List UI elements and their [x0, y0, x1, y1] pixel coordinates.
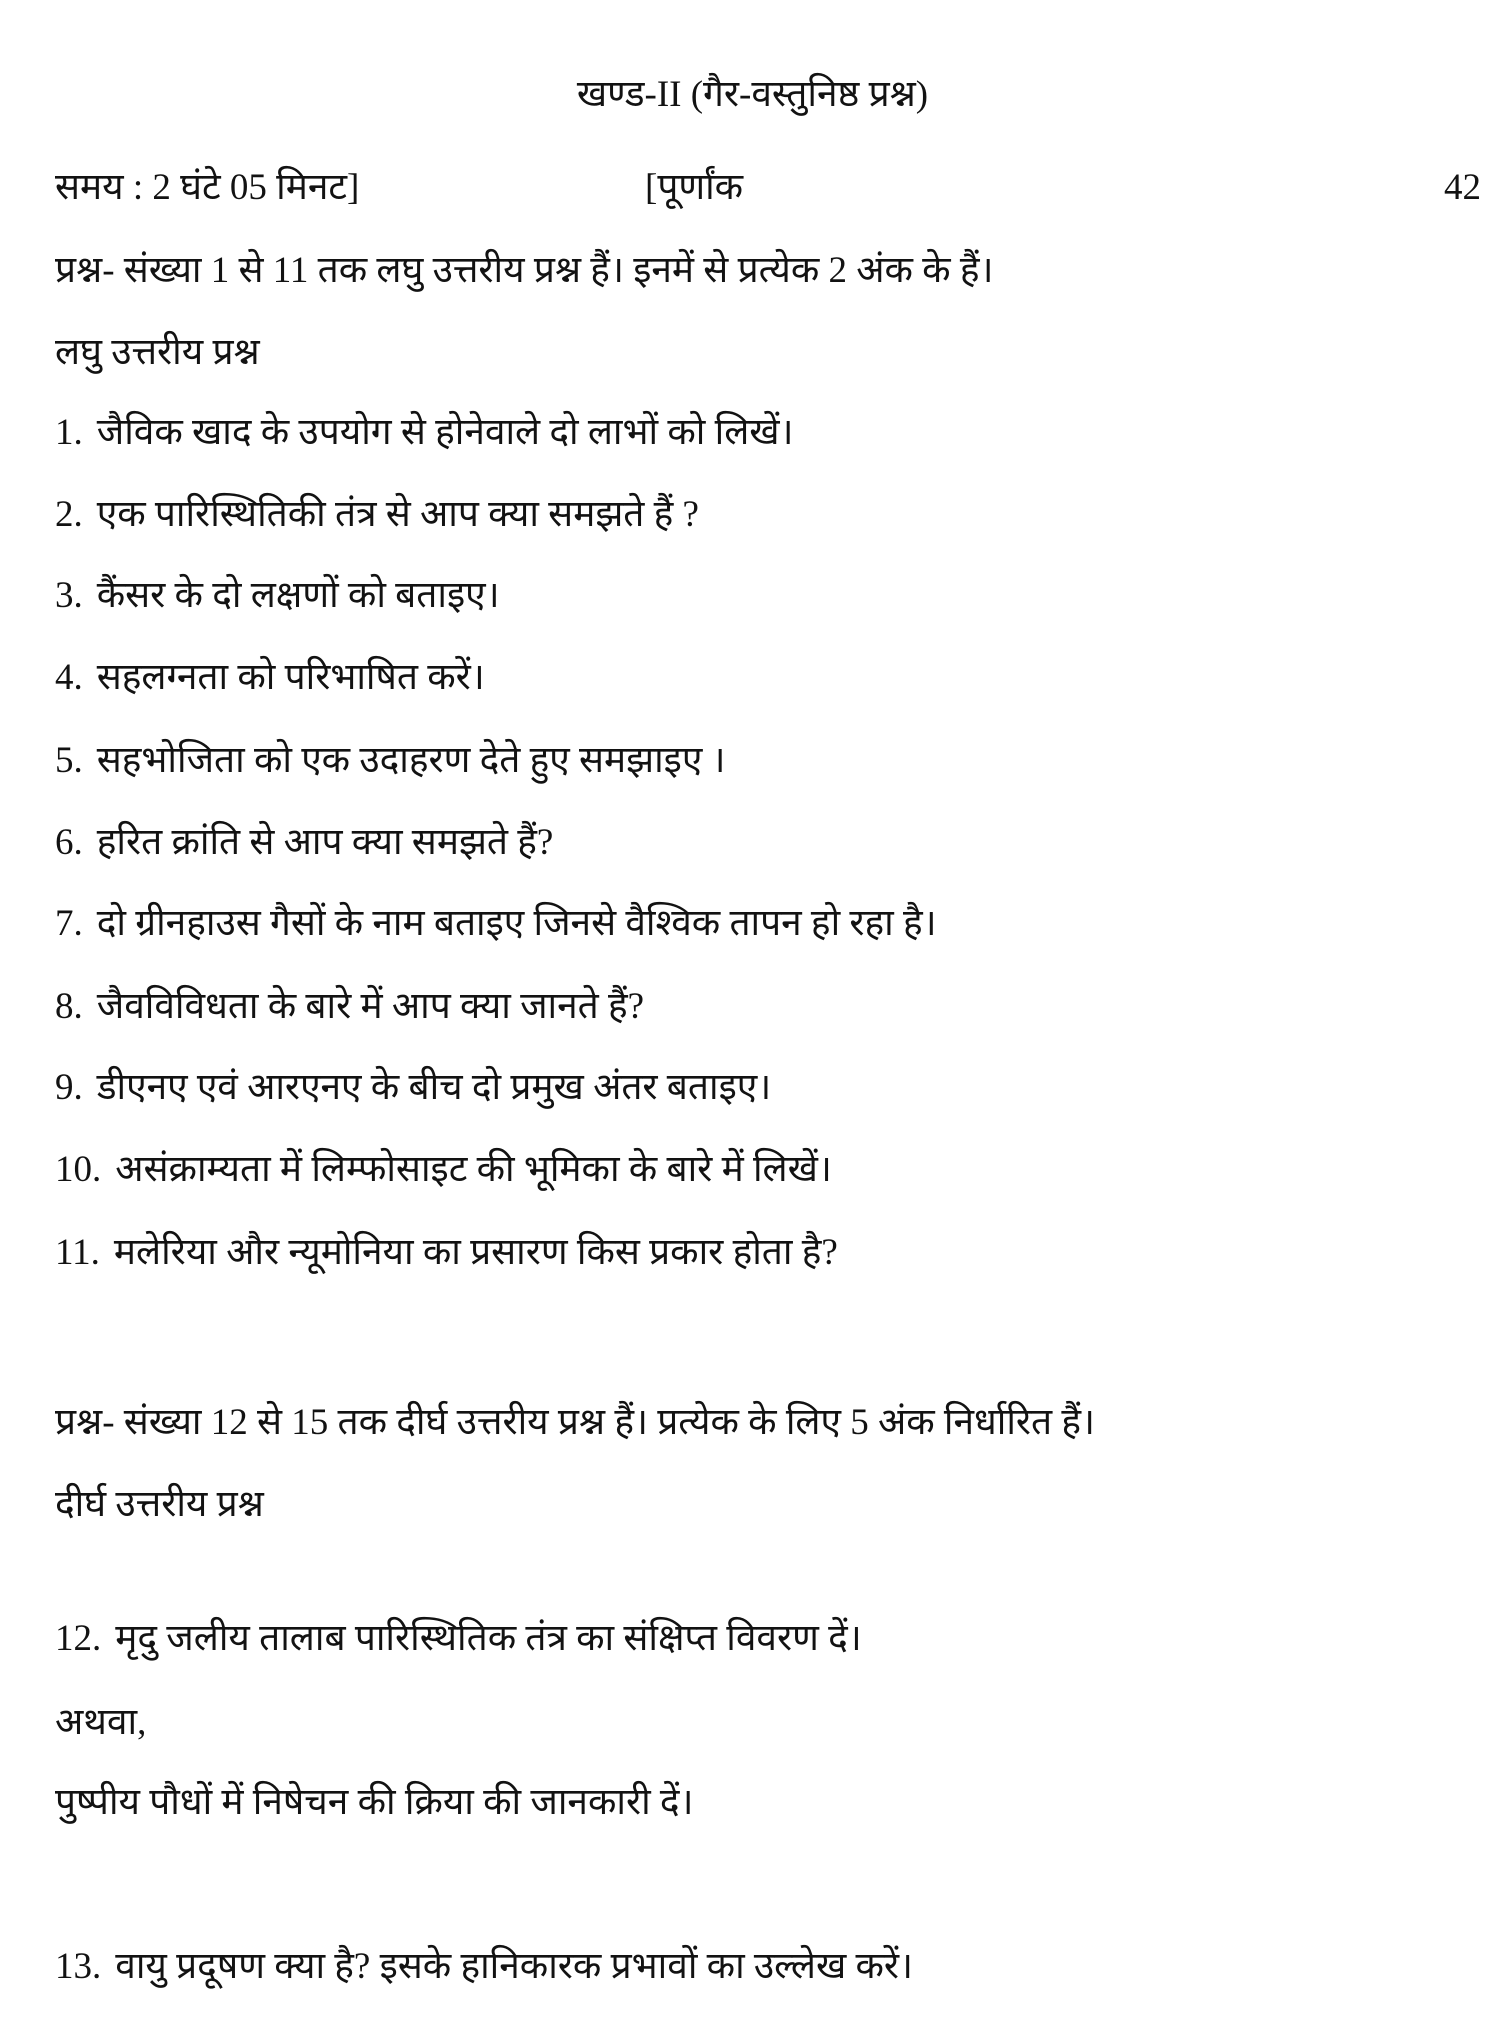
question-text: असंक्राम्यता में लिम्फोसाइट की भूमिका के बारे में लिखें। [115, 1149, 832, 1190]
question-number: 7. [55, 903, 83, 944]
question-text: हरित क्रांति से आप क्या समझते हैं? [96, 822, 554, 863]
question-text: डीएनए एवं आरएनए के बीच दो प्रमुख अंतर बताइए। [96, 1067, 772, 1108]
question-3 [55, 573, 500, 619]
long-answer-instructions: प्रश्न- संख्या 12 से 15 तक दीर्घ उत्तरीय प्रश्न हैं। प्रत्येक के लिए 5 अंक निर्धारित हैं। [55, 1402, 1096, 1443]
question-text: एक पारिस्थितिकी तंत्र से आप क्या समझते हैं ? [96, 494, 699, 535]
question-5 [55, 738, 726, 784]
question-text: सहभोजिता को एक उदाहरण देते हुए समझाइए । [96, 740, 726, 781]
full-marks-label: [पूर्णांक [645, 167, 744, 208]
question-7 [55, 901, 937, 947]
question-number: 5. [55, 740, 83, 781]
question-number: 2. [55, 494, 83, 535]
question-number: 9. [55, 1067, 83, 1108]
question-text: मृदु जलीय तालाब पारिस्थितिक तंत्र का संक्षिप्त विवरण दें। [115, 1618, 862, 1659]
time-allowed-label: समय : 2 घंटे 05 मिनट] [55, 167, 360, 208]
question-number: 13. [55, 1946, 102, 1987]
question-text: दो ग्रीनहाउस गैसों के नाम बताइए जिनसे वैश्विक तापन हो रहा है। [96, 903, 937, 944]
full-marks-value: 42 [1444, 167, 1481, 208]
question-text: जैवविविधता के बारे में आप क्या जानते हैं? [96, 986, 645, 1027]
question-1 [55, 410, 794, 456]
question-number: 12. [55, 1618, 102, 1659]
section-title: खण्ड-II (गैर-वस्तुनिष्ठ प्रश्न) [576, 74, 929, 115]
long-answer-heading: दीर्घ उत्तरीय प्रश्न [55, 1484, 264, 1525]
question-number: 6. [55, 822, 83, 863]
question-number: 1. [55, 412, 83, 453]
question-number: 3. [55, 575, 83, 616]
or-label: अथवा, [55, 1702, 147, 1743]
question-text: कैंसर के दो लक्षणों को बताइए। [96, 575, 500, 616]
question-2 [55, 492, 699, 538]
question-text: मलेरिया और न्यूमोनिया का प्रसारण किस प्रकार होता है? [113, 1232, 838, 1273]
short-answer-heading: लघु उत्तरीय प्रश्न [55, 332, 260, 373]
question-number: 11. [55, 1232, 100, 1273]
question-10 [55, 1147, 832, 1193]
question-4 [55, 655, 485, 701]
question-8 [55, 984, 644, 1030]
question-number: 8. [55, 986, 83, 1027]
question-13 [55, 1944, 913, 1990]
question-6 [55, 820, 553, 866]
question-12 [55, 1616, 862, 1662]
question-number: 4. [55, 657, 83, 698]
question-text: सहलग्नता को परिभाषित करें। [96, 657, 485, 698]
question-number: 10. [55, 1149, 102, 1190]
question-text: जैविक खाद के उपयोग से होनेवाले दो लाभों को लिखें। [96, 412, 794, 453]
question-12-alternative: पुष्पीय पौधों में निषेचन की क्रिया की जानकारी दें। [55, 1782, 694, 1823]
question-9 [55, 1065, 771, 1111]
short-answer-instructions: प्रश्न- संख्या 1 से 11 तक लघु उत्तरीय प्रश्न हैं। इनमें से प्रत्येक 2 अंक के हैं। [55, 250, 994, 291]
question-11 [55, 1230, 838, 1276]
meta-row [0, 165, 1505, 215]
question-text: वायु प्रदूषण क्या है? इसके हानिकारक प्रभावों का उल्लेख करें। [115, 1946, 914, 1987]
